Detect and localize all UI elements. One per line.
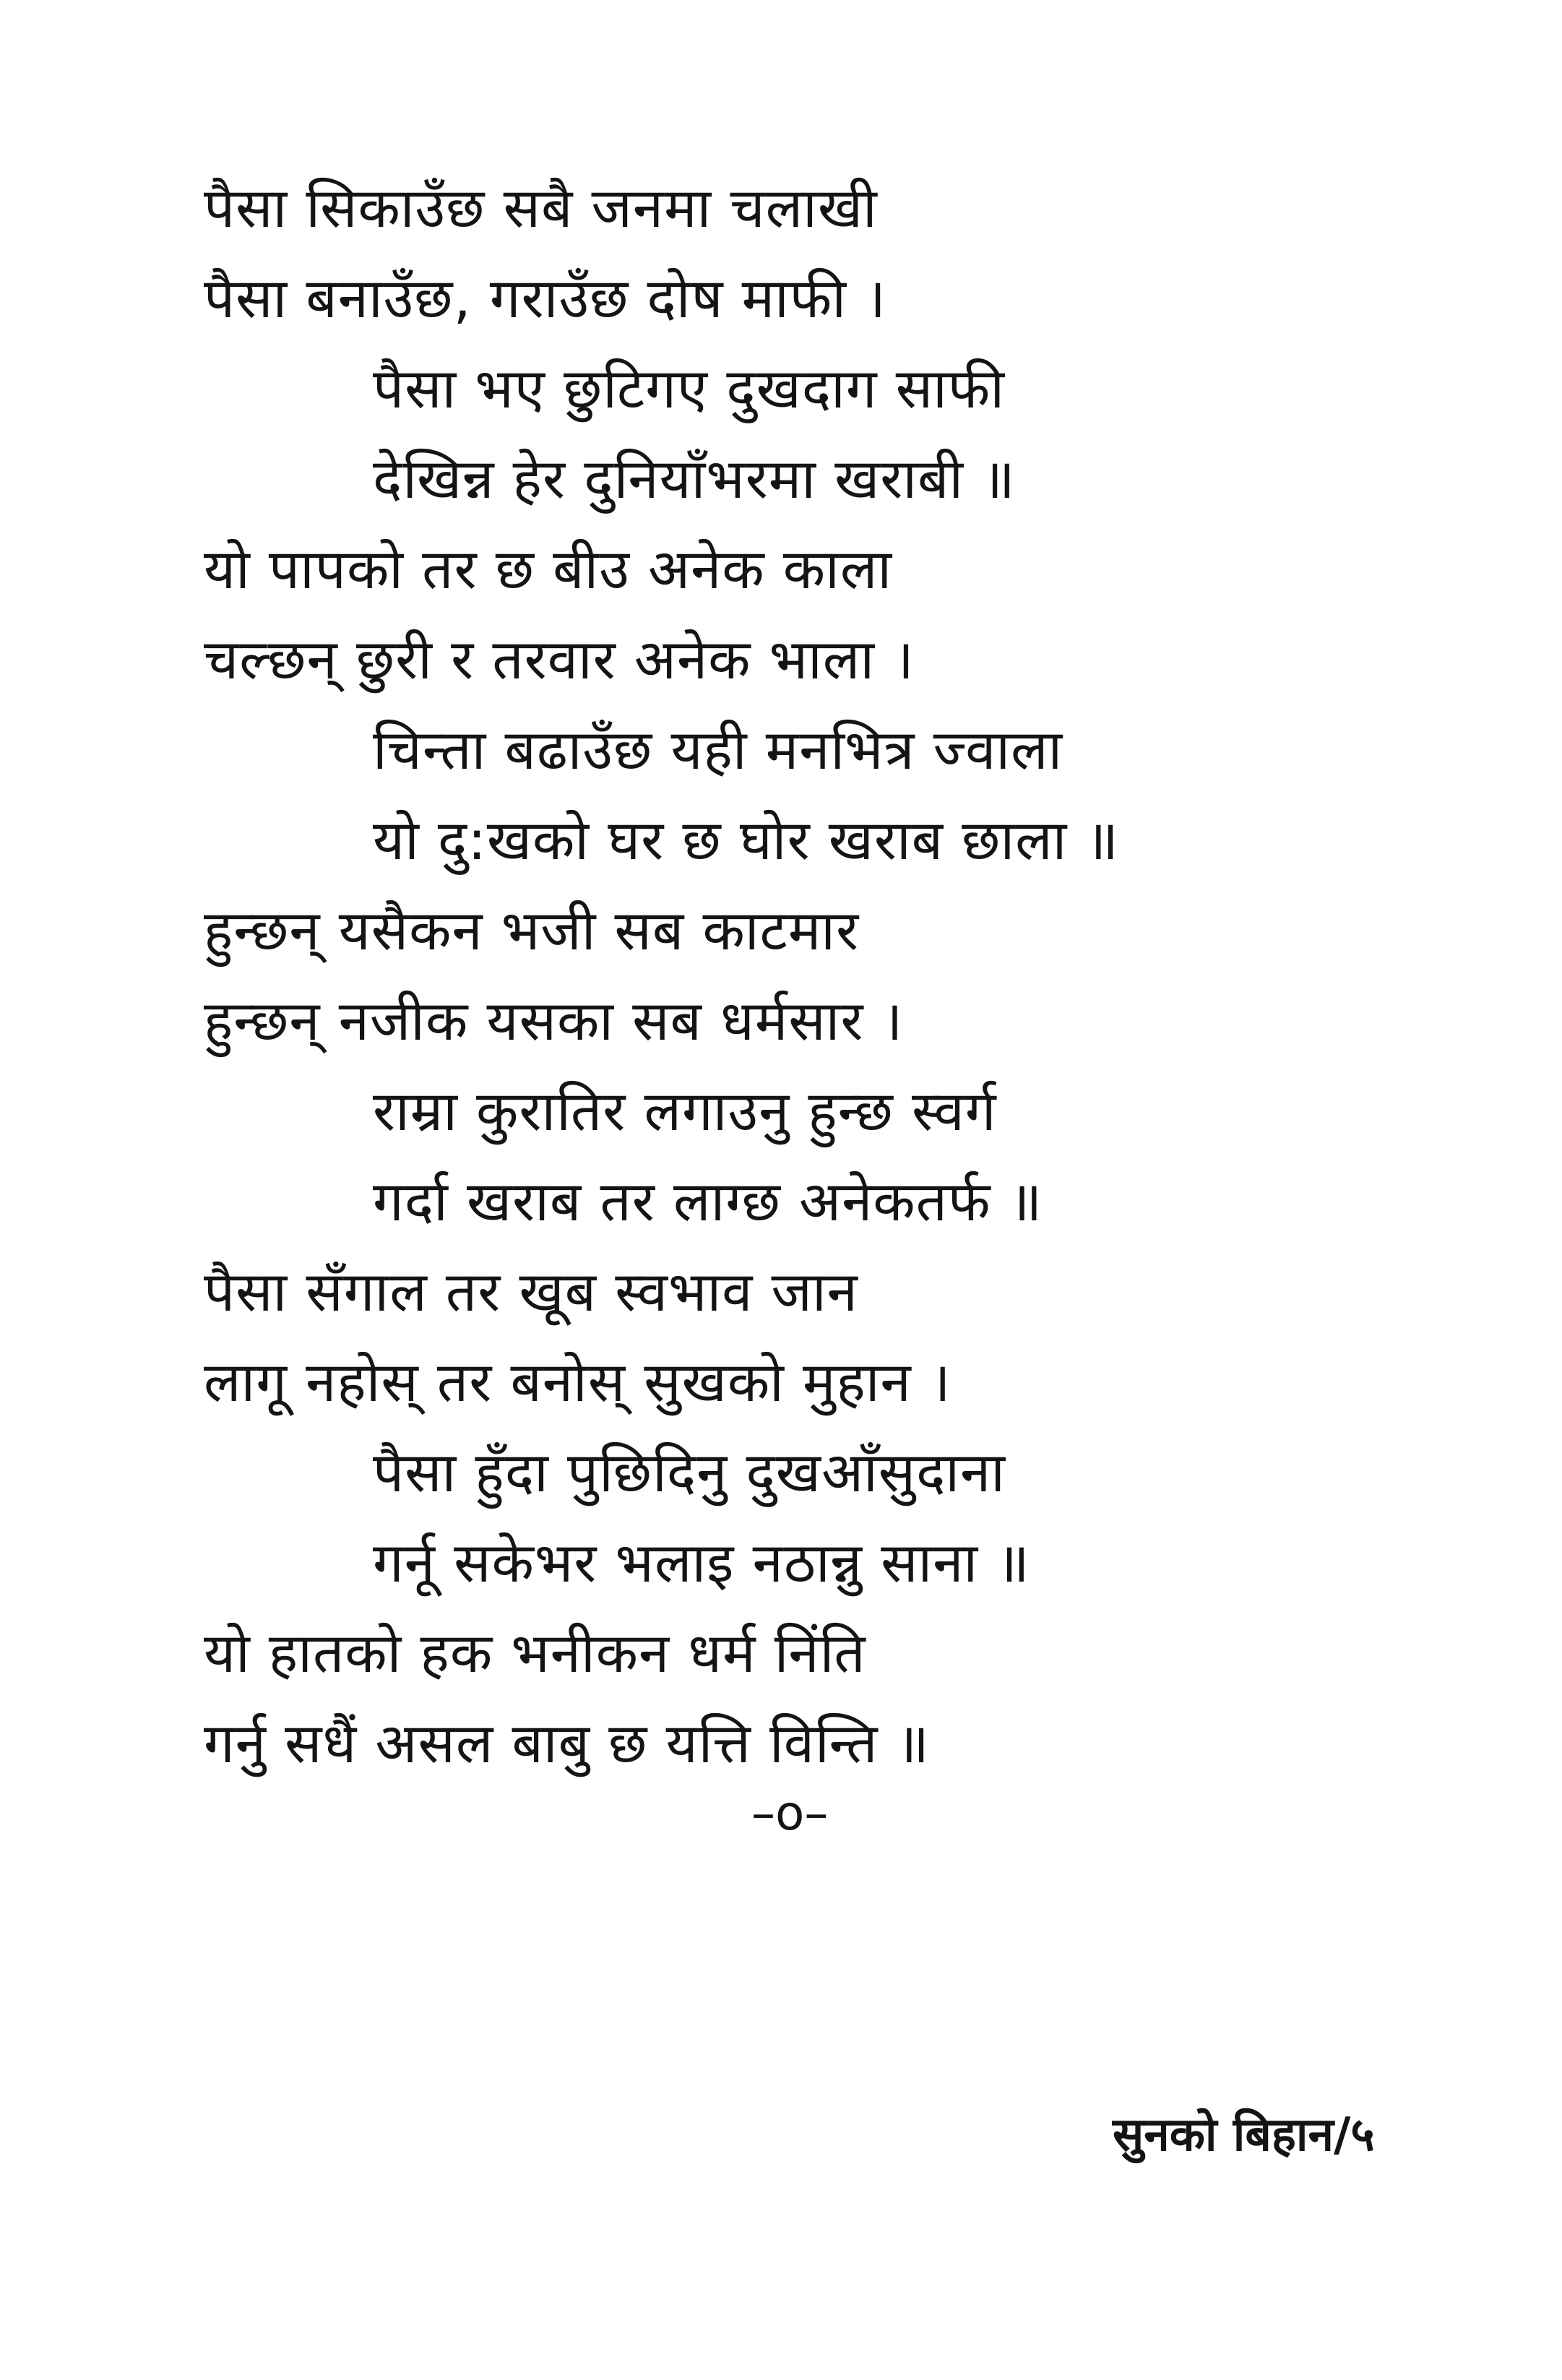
poem-line: गर्नु सधैं असल बाबु छ यत्ति विन्ति ॥ [204,1711,931,1775]
poem-line: पैसा हुँदा पुछिदिनु दुखआँसुदाना [373,1440,1006,1504]
poem-line: हुन्छन् यसैकन भजी सब काटमार [204,898,860,962]
poem-line: पैसा बनाउँछ, गराउँछ दोष माफी । [204,266,887,330]
poem-line: चल्छन् छुरी र तरवार अनेक भाला । [204,627,915,691]
poem-line: गर्दा खराब तर लाग्छ अनेकतर्फ ॥ [373,1169,1043,1233]
poem-line: हुन्छन् नजीक यसका सब धर्मसार । [204,988,904,1053]
poem-line: लागू नहोस् तर बनोस् सुखको मुहान । [204,1350,952,1414]
poem-line: यो दु:खको घर छ घोर खराब छाला ॥ [373,808,1120,872]
poem-line: यो पापको तर छ बीउ अनेक काला [204,537,893,601]
poem-line: पैसा सिकाउँछ सबै जनमा चलाखी [204,176,878,240]
poem-line: पैसा भए छुटिगए दुखदाग साफी [373,356,1006,421]
page-footer: सुनको बिहान/५ [1113,2108,1375,2162]
poem-line: पैसा सँगाल तर खूब स्वभाव जान [204,1259,858,1324]
section-divider: –o– [751,1785,829,1841]
poem-line: राम्रा कुरातिर लगाउनु हुन्छ स्वर्ग [373,1079,997,1143]
poem-line: यो हातको हक भनीकन धर्म निंति [204,1621,866,1685]
poem-line: देखिन्न हेर दुनियाँभरमा खराबी ॥ [373,447,1016,511]
poem-line: गर्नू सकेभर भलाइ नठान्नु साना ॥ [373,1530,1030,1595]
poem-line: चिन्ता बढाउँछ यही मनभित्र ज्वाला [373,717,1063,782]
